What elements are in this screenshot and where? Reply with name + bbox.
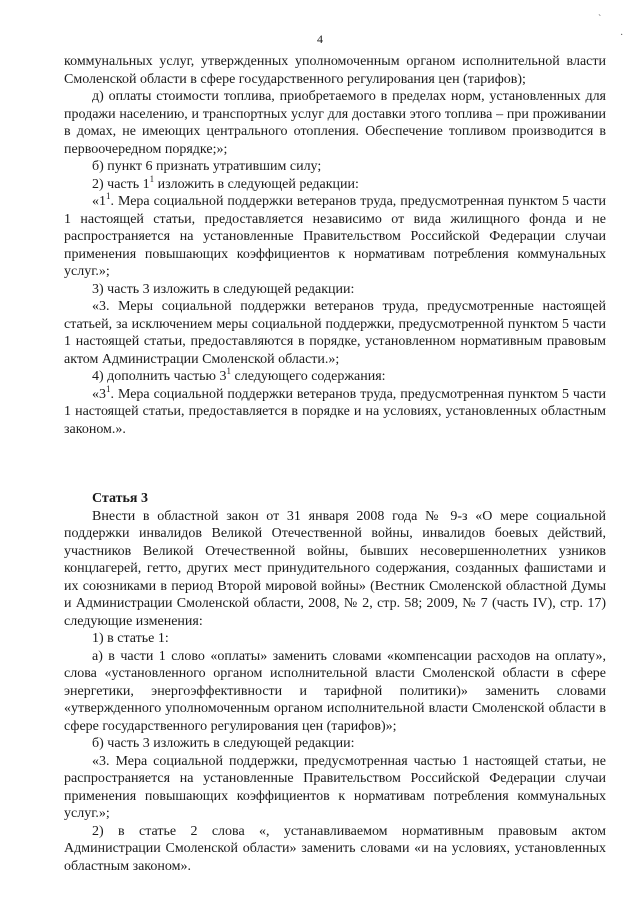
quote-paragraph: «$1^1$. Мера социальной поддержки ветеранов труда, предусмотренная пунктом 5 части 1 настоящей статьи, предоставляется независимо от вида жилищного фонда и не распространяется на установленные Правительством Российской Федерации случаи применения повышающих коэффициентов к нормативам потребления коммунальных услуг.»;: [64, 191, 606, 279]
paragraph: б) пункт 6 признать утратившим силу;: [92, 159, 322, 174]
article-heading: Статья 3: [92, 491, 148, 506]
document-body: [64, 53, 606, 875]
paragraph: д) оплаты стоимости топлива, приобретаемого в пределах норм, установленных для продажи населению, и транспортных услуг для доставки этого топлива – при проживании в домах, не имеющих центрального отопления. Обеспечение топливом производится в первоочередном порядке;»;: [64, 89, 606, 157]
quote-paragraph: «3. Мера социальной поддержки, предусмотренная частью 1 настоящей статьи, не распространяется на установленные Правительством Российской Федерации случаи применения повышающих коэффициентов к нормативам потребления коммунальных услуг.»;: [64, 753, 606, 821]
paragraph: Внести в областной закон от 31 января 2008 года № 9-з «О мере социальной поддержки инвалидов Великой Отечественной войны, инвалидов боевых действий, участников Великой Отечественной войны, бывших несовершеннолетних узников концлагерей, гетто, других мест принудительного содержания, созданных фашистами и их союзниками в период Второй мировой войны» (Вестник Смоленской областной Думы и Администрации Смоленской области, 2008, № 2, стр. 58; 2009, № 7 (часть IV), стр. 17) следующие изменения:: [64, 508, 606, 629]
quote-paragraph: «$3^1$. Мера социальной поддержки ветеранов труда, предусмотренная пунктом 5 части 1 настоящей статьи, предоставляется в порядке и на условиях, установленных областным законом.».: [64, 383, 606, 437]
paragraph: 1) в статье 1:: [92, 631, 169, 646]
paragraph: коммунальных услуг, утвержденных уполномоченным органом исполнительной власти Смоленской области в сфере государственного регулирования цен (тарифов);: [64, 54, 606, 87]
paragraph: 3) часть 3 изложить в следующей редакции:: [92, 281, 355, 297]
paragraph: а) в части 1 слово «оплаты» заменить словами «компенсации расходов на оплату», слова «установленного органом исполнительной власти Смоленской области в сфере энергетики, энергоэффективности и тарифной политики)» заменить словами «утвержденного уполномоченным органом исполнительной власти Смоленской области в сфере государственного регулирования цен (тарифов)»;: [64, 648, 606, 734]
page-number: 4: [317, 32, 323, 46]
paragraph: б) часть 3 изложить в следующей редакции:: [92, 736, 355, 751]
quote-paragraph: «3. Меры социальной поддержки ветеранов труда, предусмотренные настоящей статьей, за исключением меры социальной поддержки, предусмотренной пунктом 5 части 1 настоящей статьи, предоставляются в порядке, установленном нормативным правовым актом Администрации Смоленской области.»;: [64, 299, 606, 367]
scan-mark: ·: [620, 30, 624, 41]
paragraph: 2) часть $1^1$ изложить в следующей редакции:: [92, 173, 359, 192]
scan-mark: ˋ: [598, 14, 602, 25]
paragraph: 4) дополнить частью $3^1$ следующего содержания:: [92, 366, 386, 384]
paragraph: 2) в статье 2 слова «, устанавливаемом нормативным правовым актом Администрации Смоленской области» заменить словами «и на условиях, установленных областным законом».: [64, 823, 606, 874]
